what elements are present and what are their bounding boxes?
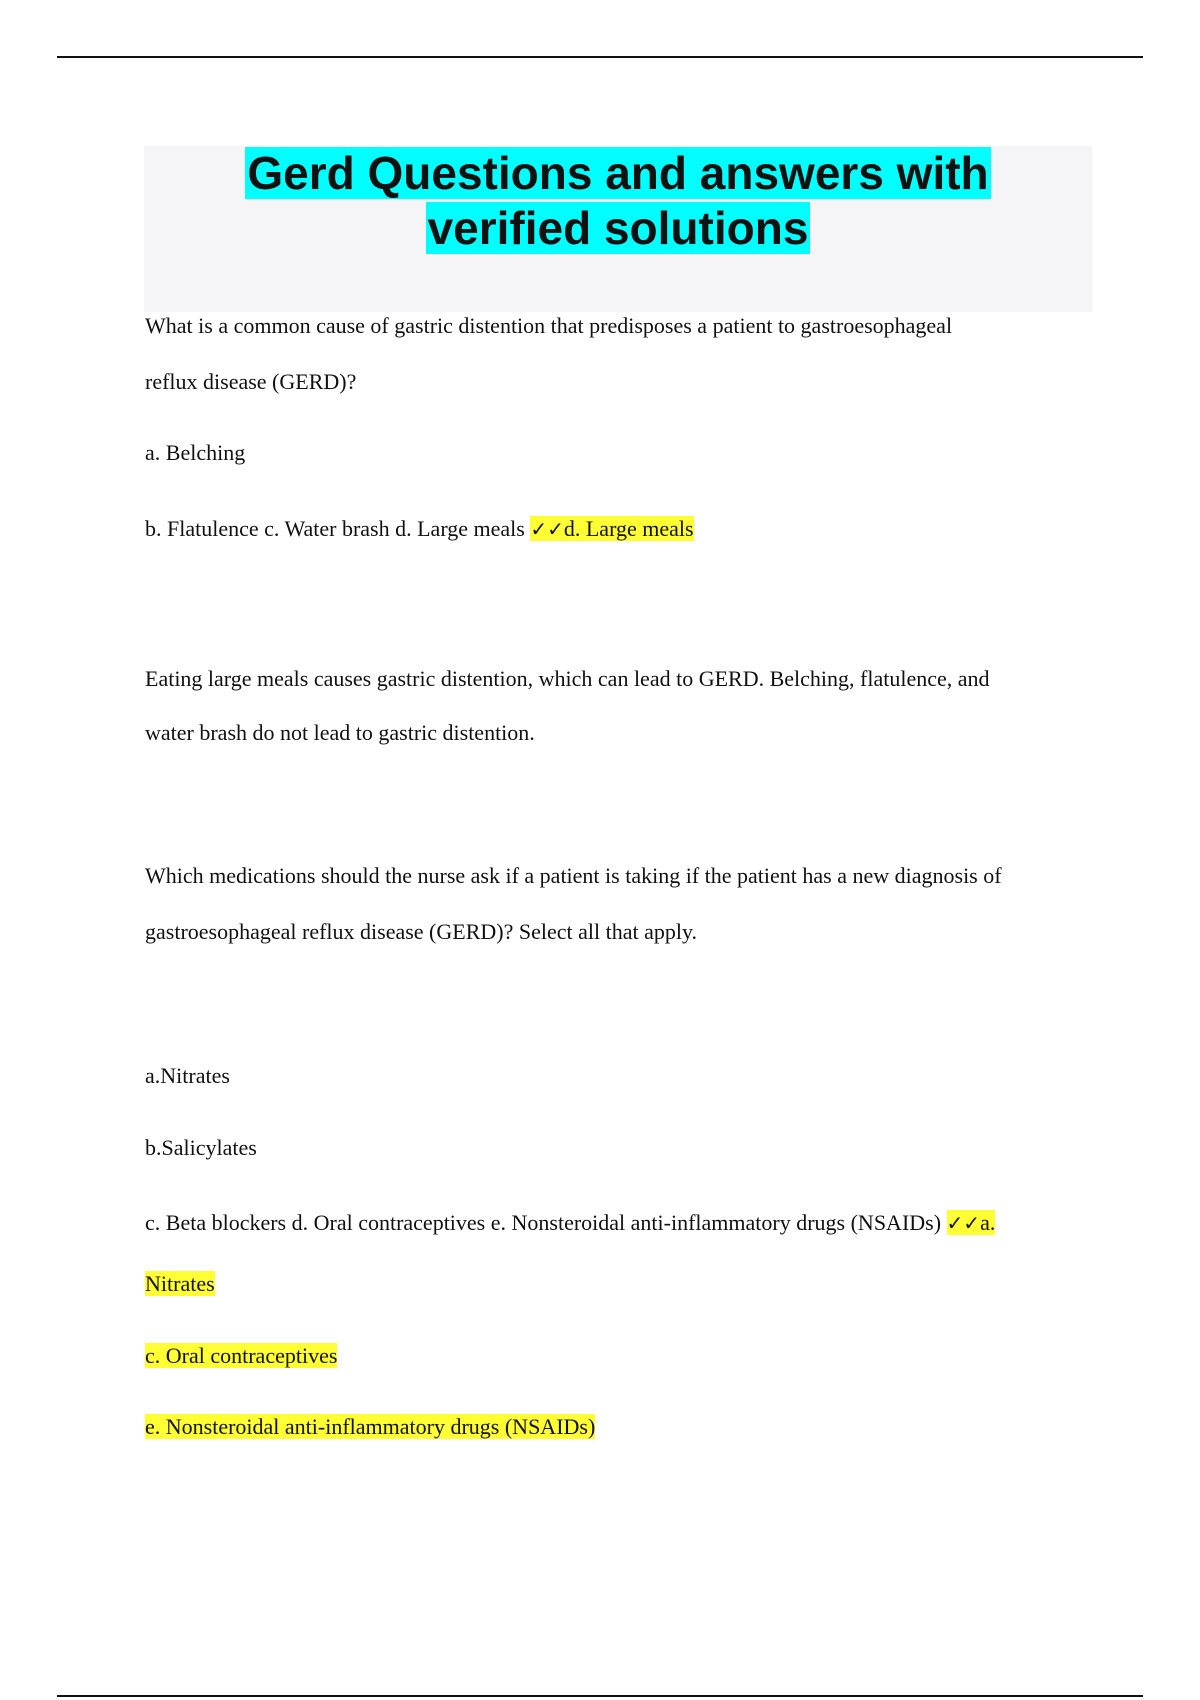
q1-rationale-line-2: water brash do not lead to gastric distention. [145,720,535,745]
check-mark-icon: ✓✓ [946,1211,981,1235]
q1-question-line-1: What is a common cause of gastric distention that predisposes a patient to gastroesophageal [145,313,953,338]
q2-option-a: a.Nitrates [145,1063,230,1088]
q1-options-line [145,501,1095,557]
q1-question-line-2: reflux disease (GERD)? [145,369,357,394]
q2-question-line-2: gastroesophageal reflux disease (GERD)? Select all that apply. [145,919,698,944]
q1-options-rest: b. Flatulence c. Water brash d. Large meals [145,516,531,541]
q2-answer-e: e. Nonsteroidal anti-inflammatory drugs (NSAIDs) [145,1414,596,1439]
document-title [144,146,1092,256]
q2-options-line [145,1195,1095,1251]
q2-options-rest: c. Beta blockers d. Oral contraceptives e. Nonsteroidal anti-inflammatory drugs (NSAIDs) [145,1210,947,1235]
q2-answer-e-line [145,1399,1095,1455]
top-rule [57,56,1143,58]
q2-answer-a-highlight [947,1210,996,1235]
title-line-2: verified solutions [427,202,809,254]
q2-answer-a-part2: Nitrates [145,1271,215,1296]
q1-answer-highlight [530,516,693,541]
q2-answer-c-line [145,1328,1095,1384]
title-line-1: Gerd Questions and answers with [247,147,989,199]
q2-answer-a-line [145,1256,1095,1312]
q2-answer-c: c. Oral contraceptives [145,1343,338,1368]
bottom-rule [57,1695,1143,1697]
q1-rationale-line-1: Eating large meals causes gastric distention, which can lead to GERD. Belching, flatulence, and [145,666,990,691]
q2-answer-a-part1: a. [980,1210,996,1235]
q1-option-a: a. Belching [145,440,246,465]
q2-question-line-1: Which medications should the nurse ask if a patient is taking if the patient has a new diagnosis of [145,863,1002,888]
title-banner [144,146,1092,312]
q1-answer: d. Large meals [563,516,694,541]
q2-option-b: b.Salicylates [145,1135,257,1160]
check-mark-icon: ✓✓ [530,517,564,541]
